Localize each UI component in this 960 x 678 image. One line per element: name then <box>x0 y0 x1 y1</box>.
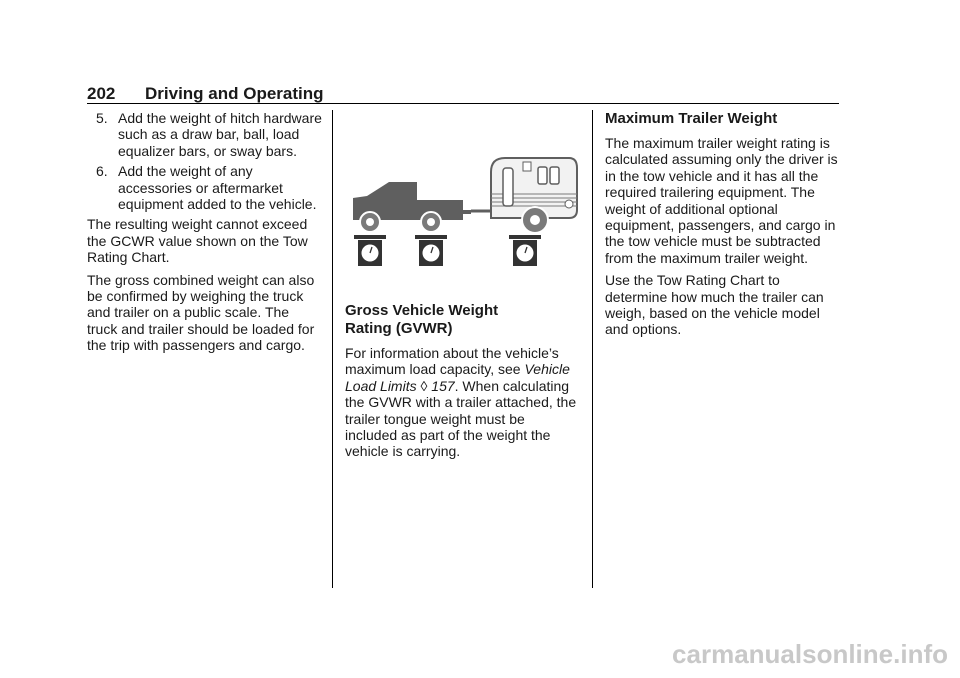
truck-trailer-scale-illustration <box>345 110 580 280</box>
column-divider <box>592 110 593 588</box>
section-heading-max-trailer: Maximum Trailer Weight <box>605 110 778 127</box>
paragraph-max-trailer: The maximum trailer weight rating is calculated assuming only the driver is in the tow vehicle and it has all the required trailering equipment. The weight of additional optional equipment, passengers, and cargo in the tow vehicle must be subtracted from the maximum trailer weight. <box>605 135 838 266</box>
step-item <box>87 163 322 212</box>
pickup-truck-icon <box>353 182 471 232</box>
step-list <box>87 110 322 212</box>
paragraph-gvwr <box>345 345 580 460</box>
column-divider <box>332 110 333 588</box>
page-ref-arrow-icon: ◊ <box>420 377 428 394</box>
section-heading-gvwr <box>345 302 580 338</box>
header-rule <box>87 103 839 104</box>
scale-icon <box>354 235 386 266</box>
page-number: 202 <box>87 84 116 103</box>
paragraph-gcwr: The resulting weight cannot exceed the GCWR value shown on the Tow Rating Chart. <box>87 216 308 266</box>
heading-line: Gross Vehicle Weight <box>345 302 499 319</box>
text-run: For information about the vehicle’s maximum load capacity, see <box>345 345 559 378</box>
cross-reference-link[interactable]: Vehicle Load Limits <box>345 361 570 394</box>
step-item <box>87 110 322 159</box>
text-run: . When calculating the GVWR with a trailer attached, the trailer tongue weight must be included as part of the weight the vehicle is carrying. <box>345 377 577 460</box>
paragraph-public-scale: The gross combined weight can also be confirmed by weighing the truck and trailer on a public scale. The truck and trailer should be loaded for the trip with passengers and cargo. <box>87 271 315 354</box>
step-text: Add the weight of hitch hardware such as a draw bar, ball, load equalizer bars, or sway bars. <box>118 110 322 159</box>
watermark: carmanualsonline.info <box>672 639 948 669</box>
page-title: Driving and Operating <box>145 84 324 103</box>
scale-icon <box>509 235 541 266</box>
scale-icon <box>415 235 447 266</box>
page-ref-number[interactable]: 157 <box>431 377 455 394</box>
column-right <box>605 110 841 344</box>
step-number: 5. <box>96 110 108 126</box>
travel-trailer-icon <box>491 158 577 233</box>
column-middle <box>345 110 580 466</box>
column-left <box>87 110 322 360</box>
step-text: Add the weight of any accessories or aftermarket equipment added to the vehicle. <box>118 163 317 213</box>
paragraph-tow-chart: Use the Tow Rating Chart to determine how much the trailer can weigh, based on the vehicle model and options. <box>605 272 824 338</box>
step-number: 6. <box>96 163 108 180</box>
heading-line: Rating (GVWR) <box>345 320 453 337</box>
